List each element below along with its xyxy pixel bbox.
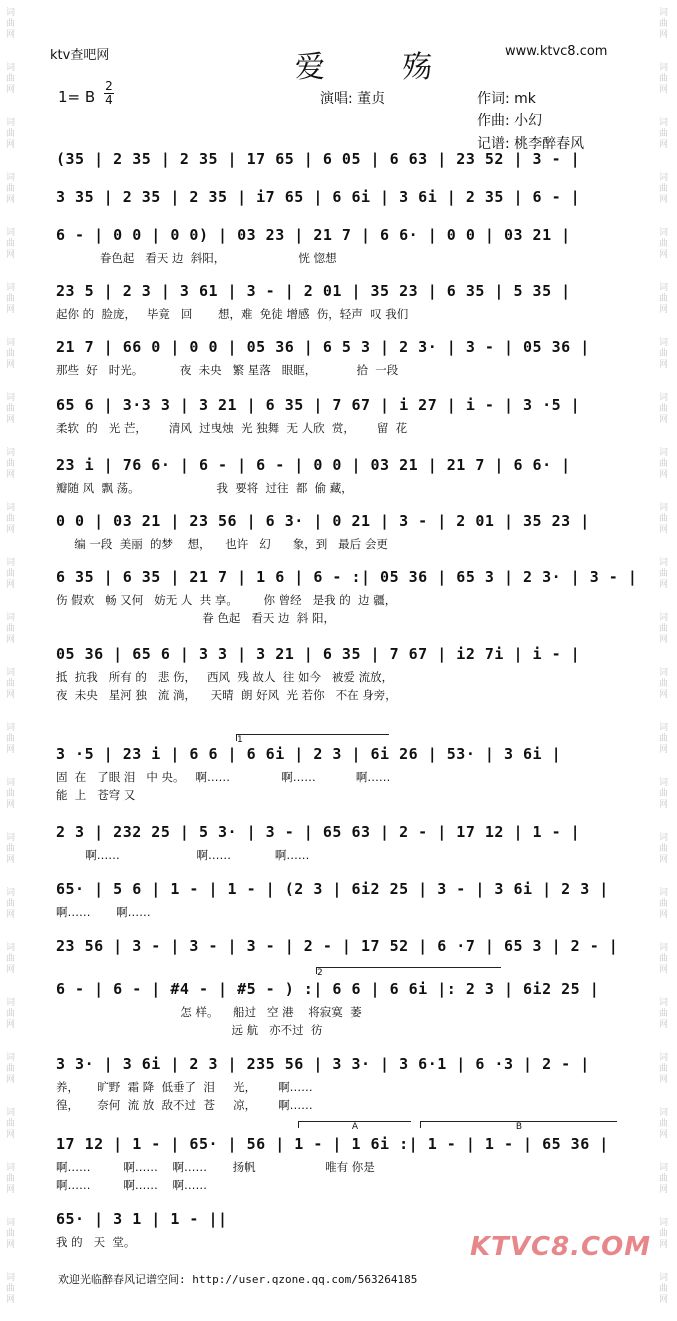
- notation-line: 0 0 | 03 21 | 23 56 | 6 3· | 0 21 | 3 - | 2 01 | 35 23 |: [56, 512, 590, 530]
- watermark-text: 词曲网: [6, 723, 16, 755]
- notation-line: 6 - | 0 0 | 0 0) | 03 23 | 21 7 | 6 6· | 0 0 | 03 21 |: [56, 226, 571, 244]
- watermark-text: 词曲网: [659, 888, 669, 920]
- watermark-text: 词曲网: [659, 833, 669, 865]
- watermark-text: 词曲网: [659, 283, 669, 315]
- lyric-line: 抵 抗我 所有 的 悲 伤， 西风 残 故人 往 如今 被爱 流放，: [56, 670, 394, 684]
- watermark-text: 词曲网: [6, 283, 16, 315]
- watermark-text: 词曲网: [659, 173, 669, 205]
- watermark-text: 词曲网: [659, 1218, 669, 1250]
- volta-bracket-2: 2: [316, 967, 501, 974]
- notation-line: 65 6 | 3·3 3 | 3 21 | 6 35 | 7 67 | i 27 | i - | 3 ·5 |: [56, 396, 581, 414]
- lyric-line: 啊…… 啊…… 啊……: [56, 848, 310, 862]
- watermark-text: 词曲网: [659, 503, 669, 535]
- watermark-text: 词曲网: [6, 888, 16, 920]
- time-signature-top: 2: [105, 79, 113, 93]
- watermark-text: 词曲网: [659, 1273, 669, 1305]
- watermark-text: 词曲网: [659, 63, 669, 95]
- ktvc8-logo: KTVC8.COM: [470, 1232, 652, 1262]
- watermark-text: 词曲网: [6, 943, 16, 975]
- watermark-text: 词曲网: [6, 393, 16, 425]
- notation-line: 21 7 | 66 0 | 0 0 | 05 36 | 6 5 3 | 2 3· | 3 - | 05 36 |: [56, 338, 590, 356]
- notation-line: 23 56 | 3 - | 3 - | 3 - | 2 - | 17 52 | 6 ·7 | 65 3 | 2 - |: [56, 937, 619, 955]
- lyric-line: 那些 好 时光。 夜 未央 繁 星落 眼眶， 拾 一段: [56, 363, 399, 377]
- watermark-text: 词曲网: [6, 1273, 16, 1305]
- notation-line: (35 | 2 35 | 2 35 | 17 65 | 6 05 | 6 63 | 23 52 | 3 - |: [56, 150, 581, 168]
- notation-line: 05 36 | 65 6 | 3 3 | 3 21 | 6 35 | 7 67 | i2 7i | i - |: [56, 645, 581, 663]
- watermark-text: 词曲网: [659, 1108, 669, 1140]
- lyric-line: 伤 假欢 畅 又何 妨无 人 共 享。 你 曾经 是我 的 边 疆，: [56, 593, 397, 607]
- composer-credit: 作曲: 小幻: [477, 113, 543, 129]
- notation-line: 3 35 | 2 35 | 2 35 | i7 65 | 6 6i | 3 6i | 2 35 | 6 - |: [56, 188, 581, 206]
- lyric-line: 能 上 苍穹 又: [56, 788, 136, 802]
- watermark-text: 词曲网: [6, 8, 16, 40]
- lyric-line: 夜 未央 星河 独 流 淌， 天晴 朗 好风 光 若你 不在 身旁，: [56, 688, 397, 702]
- footer-credit: 欢迎光临醉春风记谱空间: http://user.qzone.qq.com/563264185: [58, 1273, 418, 1286]
- notation-line: 3 ·5 | 23 i | 6 6 | 6 6i | 2 3 | 6i 26 | 53· | 3 6i |: [56, 745, 562, 763]
- lyric-line: 徨， 奈何 流 放 敌不过 苍 凉， 啊……: [56, 1098, 313, 1112]
- watermark-text: 词曲网: [659, 998, 669, 1030]
- site-url-right: www.ktvc8.com: [505, 44, 608, 59]
- lyric-line: 啊…… 啊…… 啊…… 扬帆 唯有 你是: [56, 1160, 375, 1174]
- song-title: 爱 殇: [295, 50, 467, 85]
- watermark-text: 词曲网: [6, 613, 16, 645]
- notation-line: 65· | 5 6 | 1 - | 1 - | (2 3 | 6i2 25 | 3 - | 3 6i | 2 3 |: [56, 880, 609, 898]
- notation-line: 3 3· | 3 6i | 2 3 | 235 56 | 3 3· | 3 6·1 | 6 ·3 | 2 - |: [56, 1055, 590, 1073]
- watermark-text: 词曲网: [659, 1053, 669, 1085]
- lyric-line: 远 航 亦不过 彷: [56, 1023, 323, 1037]
- lyric-line: 怎 样。 船过 空 港 将寂寞 萎: [56, 1005, 362, 1019]
- right-watermark-strip: [653, 0, 677, 1321]
- lyricist-credit: 作词: mk: [477, 91, 536, 107]
- lyric-line: 我 的 天 堂。: [56, 1235, 136, 1249]
- lyric-line: 固 在 了眼 泪 中 央。 啊…… 啊…… 啊……: [56, 770, 391, 784]
- volta-bracket-1: 1: [236, 734, 389, 741]
- watermark-text: 词曲网: [6, 668, 16, 700]
- watermark-text: 词曲网: [659, 118, 669, 150]
- watermark-text: 词曲网: [659, 723, 669, 755]
- watermark-text: 词曲网: [6, 1163, 16, 1195]
- watermark-text: 词曲网: [659, 558, 669, 590]
- watermark-text: 词曲网: [659, 8, 669, 40]
- watermark-text: 词曲网: [659, 448, 669, 480]
- notation-line: 23 5 | 2 3 | 3 61 | 3 - | 2 01 | 35 23 | 6 35 | 5 35 |: [56, 282, 571, 300]
- site-name-left: ktv查吧网: [50, 48, 110, 63]
- watermark-text: 词曲网: [6, 833, 16, 865]
- watermark-text: 词曲网: [6, 1108, 16, 1140]
- watermark-text: 词曲网: [6, 448, 16, 480]
- watermark-text: 词曲网: [659, 228, 669, 260]
- time-signature: [104, 80, 114, 107]
- watermark-text: 词曲网: [6, 998, 16, 1030]
- singer-credit: 演唱: 董贞: [320, 91, 386, 107]
- watermark-text: 词曲网: [659, 1163, 669, 1195]
- watermark-text: 词曲网: [6, 503, 16, 535]
- notation-line: 6 - | 6 - | #4 - | #5 - ) :| 6 6 | 6 6i |: 2 3 | 6i2 25 |: [56, 980, 600, 998]
- notation-line: 17 12 | 1 - | 65· | 56 | 1 - | 1 6i :| 1 - | 1 - | 65 36 |: [56, 1135, 609, 1153]
- lyric-line: 眷色起 看天 边 斜阳， 恍 惚想: [56, 251, 337, 265]
- watermark-text: 词曲网: [659, 778, 669, 810]
- notation-line: 65· | 3 1 | 1 - ||: [56, 1210, 228, 1228]
- lyric-line: 编 一段 美丽 的梦 想， 也许 幻 象，到 最后 会更: [56, 537, 388, 551]
- watermark-text: 词曲网: [659, 943, 669, 975]
- watermark-text: 词曲网: [659, 613, 669, 645]
- volta-bracket-b: B: [420, 1121, 617, 1128]
- watermark-text: 词曲网: [6, 228, 16, 260]
- lyric-line: 起你 的 脸庞， 毕竟 回 想，难 免徒 增感 伤，轻声 叹 我们: [56, 307, 409, 321]
- lyric-line: 眷 色起 看天 边 斜 阳，: [56, 611, 335, 625]
- lyric-line: 瓣随 风 飘 荡。 我 要将 过往 都 偷 藏，: [56, 481, 353, 495]
- watermark-text: 词曲网: [6, 778, 16, 810]
- lyric-line: 啊…… 啊…… 啊……: [56, 1178, 208, 1192]
- watermark-text: 词曲网: [6, 63, 16, 95]
- watermark-text: 词曲网: [6, 118, 16, 150]
- watermark-text: 词曲网: [659, 668, 669, 700]
- watermark-text: 词曲网: [6, 338, 16, 370]
- watermark-text: 词曲网: [6, 558, 16, 590]
- lyric-line: 养， 旷野 霜 降 低垂了 泪 光， 啊……: [56, 1080, 313, 1094]
- watermark-text: 词曲网: [659, 393, 669, 425]
- watermark-text: 词曲网: [6, 1053, 16, 1085]
- lyric-line: 啊…… 啊……: [56, 905, 151, 919]
- notation-line: 2 3 | 232 25 | 5 3· | 3 - | 65 63 | 2 - | 17 12 | 1 - |: [56, 823, 581, 841]
- notation-line: 23 i | 76 6· | 6 - | 6 - | 0 0 | 03 21 | 21 7 | 6 6· |: [56, 456, 571, 474]
- volta-bracket-a: A: [298, 1121, 411, 1128]
- key-signature: 1= B: [58, 88, 96, 106]
- notation-line: 6 35 | 6 35 | 21 7 | 1 6 | 6 - :| 05 36 | 65 3 | 2 3· | 3 - |: [56, 568, 638, 586]
- watermark-text: 词曲网: [6, 173, 16, 205]
- transcriber-credit: 记谱: 桃李醉春风: [477, 136, 585, 152]
- watermark-text: 词曲网: [659, 338, 669, 370]
- left-watermark-strip: [0, 0, 24, 1321]
- watermark-text: 词曲网: [6, 1218, 16, 1250]
- time-signature-bottom: 4: [105, 93, 113, 107]
- lyric-line: 柔软 的 光 芒， 清风 过曳烛 光 独舞 无 人欣 赏， 留 花: [56, 421, 408, 435]
